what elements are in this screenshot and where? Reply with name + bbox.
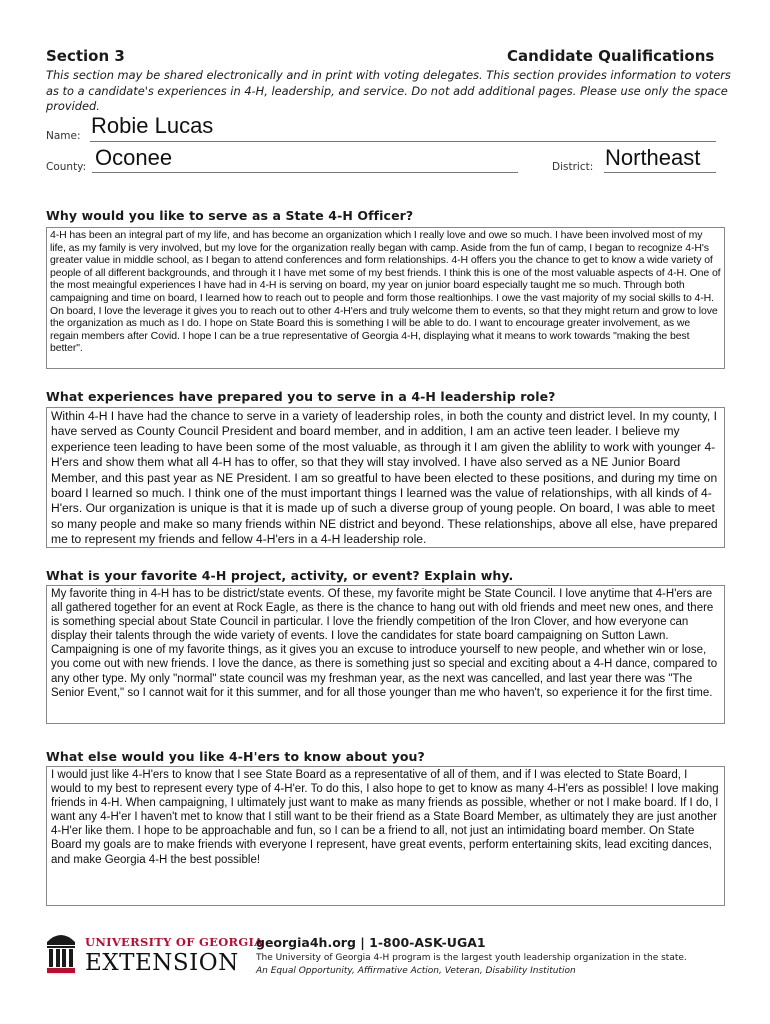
section-instructions: This section may be shared electronically and in print with voting delegates. This section provides information to voters as to a candidate's experiences in 4-H, leadership, and service. Do not add additional pages. Please use only the space provided. bbox=[46, 68, 731, 113]
county-underline bbox=[92, 172, 518, 173]
question-favorite: What is your favorite 4-H project, activity, or event? Explain why. bbox=[46, 568, 514, 583]
county-field[interactable]: Oconee bbox=[95, 145, 173, 170]
answer-experiences[interactable]: Within 4-H I have had the chance to serve in a variety of leadership roles, in both the county and district level. In my county, I have served as County Council President and board member, and in addition, I am an active teen leader. I believe my experience teen leading to have been some of the most valuable, as through it I am given the ablility to work with younger 4-H'ers and show them what all 4-H has to offer, so that they will stay involved. I have also served as a NE Junior Board Member, and this past year as NE President. I am so greatful to have been elected to these positions, and during my time on board I learned so much. I think one of the must important things I learned was the value of relationships, with all kinds of 4-H'ers. Our organization is unique is that it is made up of such a diverse group of young people. On board, I was able to meet so many people and make so many friends within NE district and beyond. These relationships, above all else, have prepared me to represent my friends and fellow 4-H'ers in a 4-H leadership role. bbox=[46, 407, 725, 548]
section-number: Section 3 bbox=[46, 47, 125, 65]
org-name: UNIVERSITY OF GEORGIA bbox=[85, 935, 264, 949]
name-label: Name: bbox=[46, 130, 81, 142]
org-extension: EXTENSION bbox=[85, 950, 239, 976]
answer-else[interactable]: I would just like 4-H'ers to know that I see State Board as a representative of all of them, and if I was elected to State Board, I would to my best to represent every type of 4-H'er. To do this, I also hope to get to know as many 4-H'ers as possible! I love making friends in 4-H. When campaigning, I ultimately just want to make as many friends as possible, whether or not I make board. If I do, I want any 4-H'er I haven't met to know that I still want to be their friend as a State Board Member, as ultimately they are just another 4-H'er like them. I hope to be approachable and fun, so I can be a friend to all, not just an intimidating board member. On State Board my goals are to make friends with everyone I represent, have great events, perform entertaining skits, lead exciting dances, and make Georgia 4-H the best possible! bbox=[46, 766, 725, 906]
section-title: Candidate Qualifications bbox=[507, 47, 715, 65]
footer-line-eeo: An Equal Opportunity, Affirmative Action, Veteran, Disability Institution bbox=[256, 966, 576, 976]
footer-line-program: The University of Georgia 4-H program is the largest youth leadership organization in the state. bbox=[256, 953, 687, 963]
question-why-serve: Why would you like to serve as a State 4-H Officer? bbox=[46, 208, 414, 223]
question-experiences: What experiences have prepared you to serve in a 4-H leadership role? bbox=[46, 389, 556, 404]
question-else: What else would you like 4-H'ers to know about you? bbox=[46, 749, 425, 764]
answer-favorite[interactable]: My favorite thing in 4-H has to be district/state events. Of these, my favorite might be State Council. I love anytime that 4-H'ers are all gathered together for an event at Rock Eagle, as there is the chance to hang out with old friends and meet new ones, and there is something special about State Council in particular. I love the friendly competition of the Iron Clover, and how everyone can display their talents through the wide variety of events. I love the candidates for state board campaigning on Sutton Lawn. Campaigning is one of my favorite things, as it gives you an excuse to introduce yourself to new people, and whether win or lose, you come out with new friends. I love the dance, as there is something just so special and exciting about a 4-H dance, compared to any other type. My only "normal" state council was my freshman year, as the next was cancelled, and last year there was "The Senior Event," so I cannot wait for it this summer, and for all those younger than me who haven't, so experience it for the first time. bbox=[46, 585, 725, 724]
answer-why-serve[interactable]: 4-H has been an integral part of my life, and has become an organization which I really love and owe so much. I have been involved most of my life, as my family is very involved, but my love for the organization really began with camp. Aside from the fun of camp, I began to recognize 4-H's greater value in middle school, as I began to attend conferences and form relationships. 4-H offers you the chance to get to know a wide variety of people of all different backgrounds, and through it I have met some of my best friends. I think this is one of the most valuable aspects of 4-H. One of the most meaingful experiences I have had in 4-H is serving on board, my year on junior board especially taught me so much. Through both campaigning and time on board, I learned how to reach out to people and form those realtionhips. I owe the vast majority of my social skills to 4-H. On board, I love the leverage it gives you to reach out to other 4-H'ers and truly welcome them to events, so that they might return and grow to love the organization as much as I do. I hope on State Board this is something I will be able to do. I want to encourage greater involvement, as we regain members after Covid. I hope I can be a true representative of Georgia 4-H, displaying what it means to work towards "making the best better". bbox=[46, 227, 725, 369]
name-underline bbox=[90, 141, 716, 142]
district-field[interactable]: Northeast bbox=[605, 145, 701, 170]
district-underline bbox=[604, 172, 716, 173]
contact-info: georgia4h.org | 1-800-ASK-UGA1 bbox=[256, 935, 486, 950]
county-label: County: bbox=[46, 161, 87, 173]
district-label: District: bbox=[552, 161, 594, 173]
arch-logo-icon bbox=[45, 930, 77, 974]
name-field[interactable]: Robie Lucas bbox=[91, 113, 214, 138]
footer-text bbox=[256, 952, 687, 978]
